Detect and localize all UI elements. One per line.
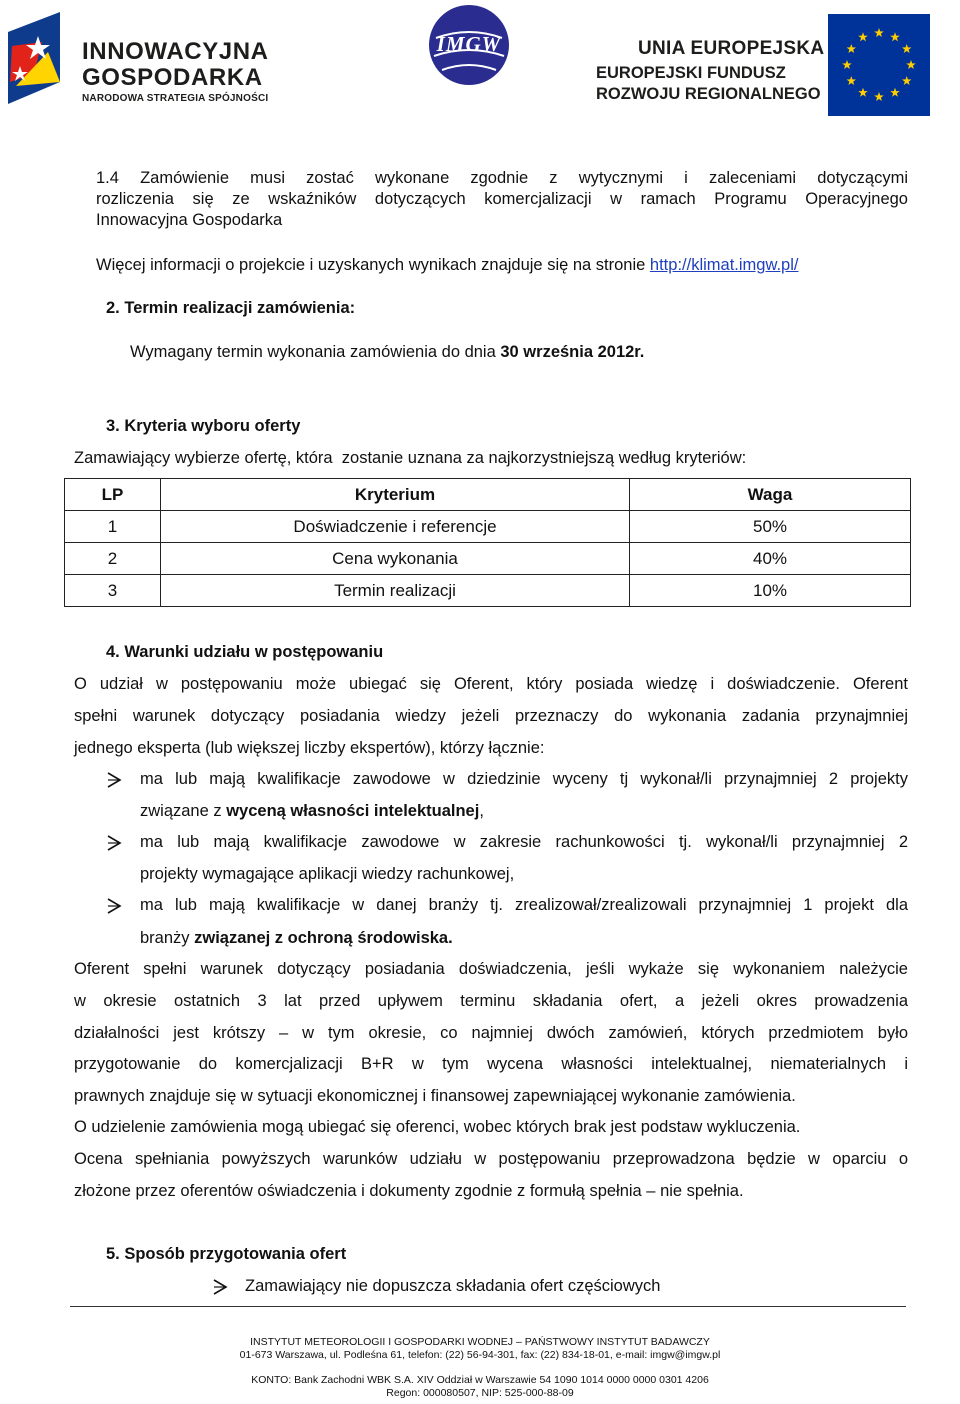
- ig-title2: GOSPODARKA: [82, 64, 263, 91]
- arrow-bullet-icon: [212, 1278, 228, 1296]
- sec14-line3: Innowacyjna Gospodarka: [96, 211, 283, 229]
- footer-line2: 01-673 Warszawa, ul. Podleśna 61, telefon: (22) 56-94-301, fax: (22) 834-18-01, e-mail: imgw@imgw.pl: [239, 1349, 721, 1361]
- ig-emblem-icon: [8, 12, 74, 108]
- table-row: [65, 543, 911, 575]
- sec2-date: 30 września 2012r.: [500, 343, 645, 361]
- sec4-p3: O udzielenie zamówienia mogą ubiegać się oferenci, wobec których brak jest podstaw wykluczenia.: [74, 1118, 801, 1136]
- table-header-row: [65, 479, 911, 511]
- cell-waga: 50%: [630, 511, 911, 543]
- sec5-bullet: Zamawiający nie dopuszcza składania ofert częściowych: [245, 1277, 661, 1295]
- sec4-p4-line2: złożone przez oferentów oświadczenia i dokumenty zgodnie z formułą spełnia – nie spełnia.: [74, 1182, 744, 1200]
- arrow-bullet-icon: [106, 834, 122, 852]
- footer-line3: KONTO: Bank Zachodni WBK S.A. XIV Oddział w Warszawie 54 1090 1014 0000 0000 0301 4206: [251, 1374, 709, 1386]
- sec4-p1-line1: O udział w postępowaniu może ubiegać się Oferent, który posiada wiedzę i doświadczenie. Oferent: [74, 675, 908, 693]
- sec4-p2-line3: działalności jest krótszy – w tym okresie, co najmniej dwóch zamówień, których przedmiotem było: [74, 1024, 908, 1042]
- cell-lp: 2: [65, 543, 161, 575]
- info-line: [96, 255, 798, 276]
- table-row: [65, 575, 911, 607]
- sec4-p2-line5: prawnych znajduje się w sytuacji ekonomicznej i finansowej zapewniającej wykonanie zamówienia.: [74, 1087, 796, 1105]
- sec2-text-main: Wymagany termin wykonania zamówienia do dnia: [130, 343, 501, 361]
- eu-flag-icon: [828, 14, 930, 116]
- ig-subtitle: NARODOWA STRATEGIA SPÓJNOŚCI: [82, 93, 269, 104]
- cell-lp: 1: [65, 511, 161, 543]
- info-text: Więcej informacji o projekcie i uzyskanych wynikach znajduje się na stronie: [96, 256, 650, 274]
- eu-fund-line3: ROZWOJU REGIONALNEGO: [596, 85, 821, 103]
- imgw-logo-text: IMGW: [436, 32, 502, 56]
- sec4-p1-line2: spełni warunek dotyczący posiadania wiedzy jeżeli przeznaczy do wykonania zadania przynajmniej: [74, 707, 908, 725]
- sec4-p2-line4: przygotowanie do komercjalizacji B+R w tym wycena własności intelektualnej, niematerialnych i: [74, 1055, 908, 1073]
- sec4-p1-line3: jednego eksperta (lub większej liczby ekspertów), którzy łącznie:: [74, 739, 545, 757]
- sec14-line1: 1.4 Zamówienie musi zostać wykonane zgodnie z wytycznymi i zaleceniami dotyczącymi: [96, 169, 908, 187]
- footer-line4: Regon: 000080507, NIP: 525-000-88-09: [386, 1387, 574, 1399]
- sec4-p2-line1: Oferent spełni warunek dotyczący posiadania doświadczenia, jeśli wykaże się wykonaniem należycie: [74, 960, 908, 978]
- bullet1-bold: wyceną własności intelektualnej: [226, 802, 480, 820]
- innowacyjna-gospodarka-logo: [8, 12, 298, 108]
- footer-divider: [70, 1306, 906, 1307]
- project-link[interactable]: http://klimat.imgw.pl/: [649, 256, 799, 274]
- eu-title: UNIA EUROPEJSKA: [638, 38, 825, 59]
- sec2-text: [130, 342, 644, 363]
- bullet2-line2: projekty wymagające aplikacji wiedzy rachunkowej,: [140, 865, 515, 883]
- bullet3-line2: [140, 928, 453, 949]
- sec4-heading: 4. Warunki udziału w postępowaniu: [106, 643, 384, 661]
- bullet1-line1: ma lub mają kwalifikacje zawodowe w dziedzinie wyceny tj wykonał/li przynajmniej 2 projekty: [140, 770, 908, 788]
- sec3-intro: Zamawiający wybierze ofertę, która zostanie uznana za najkorzystniejszą według kryteriów:: [74, 449, 747, 467]
- col-header-kryterium: Kryterium: [161, 479, 630, 511]
- sec4-p4-line1: Ocena spełniania powyższych warunków udziału w postępowaniu przeprowadzona będzie w oparciu o: [74, 1150, 908, 1168]
- eu-logo: [596, 14, 936, 114]
- sec4-p2-line2: w okresie ostatnich 3 lat przed upływem terminu składania ofert, a jeżeli okres prowadzenia: [74, 992, 908, 1010]
- cell-kryterium: Doświadczenie i referencje: [161, 511, 630, 543]
- arrow-bullet-icon: [106, 897, 122, 915]
- bullet1-text: związane z: [140, 802, 227, 820]
- cell-kryterium: Termin realizacji: [161, 575, 630, 607]
- arrow-bullet-icon: [106, 771, 122, 789]
- cell-lp: 3: [65, 575, 161, 607]
- bullet3-text: branży: [140, 929, 195, 947]
- cell-waga: 40%: [630, 543, 911, 575]
- ig-title: INNOWACYJNA: [82, 38, 269, 65]
- cell-waga: 10%: [630, 575, 911, 607]
- sec3-heading: 3. Kryteria wyboru oferty: [106, 417, 301, 435]
- bullet2-line1: ma lub mają kwalifikacje zawodowe w zakresie rachunkowości tj. wykonał/li przynajmniej 2: [140, 833, 908, 851]
- criteria-table: [64, 478, 911, 607]
- cell-kryterium: Cena wykonania: [161, 543, 630, 575]
- eu-fund-line2: EUROPEJSKI FUNDUSZ: [596, 64, 786, 82]
- bullet3-bold: związanej z ochroną środowiska.: [194, 929, 453, 947]
- col-header-waga: Waga: [630, 479, 911, 511]
- bullet1-line2: [140, 801, 484, 822]
- footer-line1: INSTYTUT METEOROLOGII I GOSPODARKI WODNEJ – PAŃSTWOWY INSTYTUT BADAWCZY: [250, 1336, 710, 1348]
- sec5-heading: 5. Sposób przygotowania ofert: [106, 1245, 347, 1263]
- table-row: [65, 511, 911, 543]
- bullet3-line1: ma lub mają kwalifikacje w danej branży tj. zrealizował/zrealizowali przynajmniej 1 projekt dla: [140, 896, 908, 914]
- sec2-heading: 2. Termin realizacji zamówienia:: [106, 299, 356, 317]
- imgw-logo: [428, 4, 510, 86]
- col-header-lp: LP: [65, 479, 161, 511]
- bullet1-comma: ,: [479, 802, 484, 820]
- sec14-line2: rozliczenia się ze wskaźników dotyczących komercjalizacji w ramach Programu Operacyjnego: [96, 190, 908, 208]
